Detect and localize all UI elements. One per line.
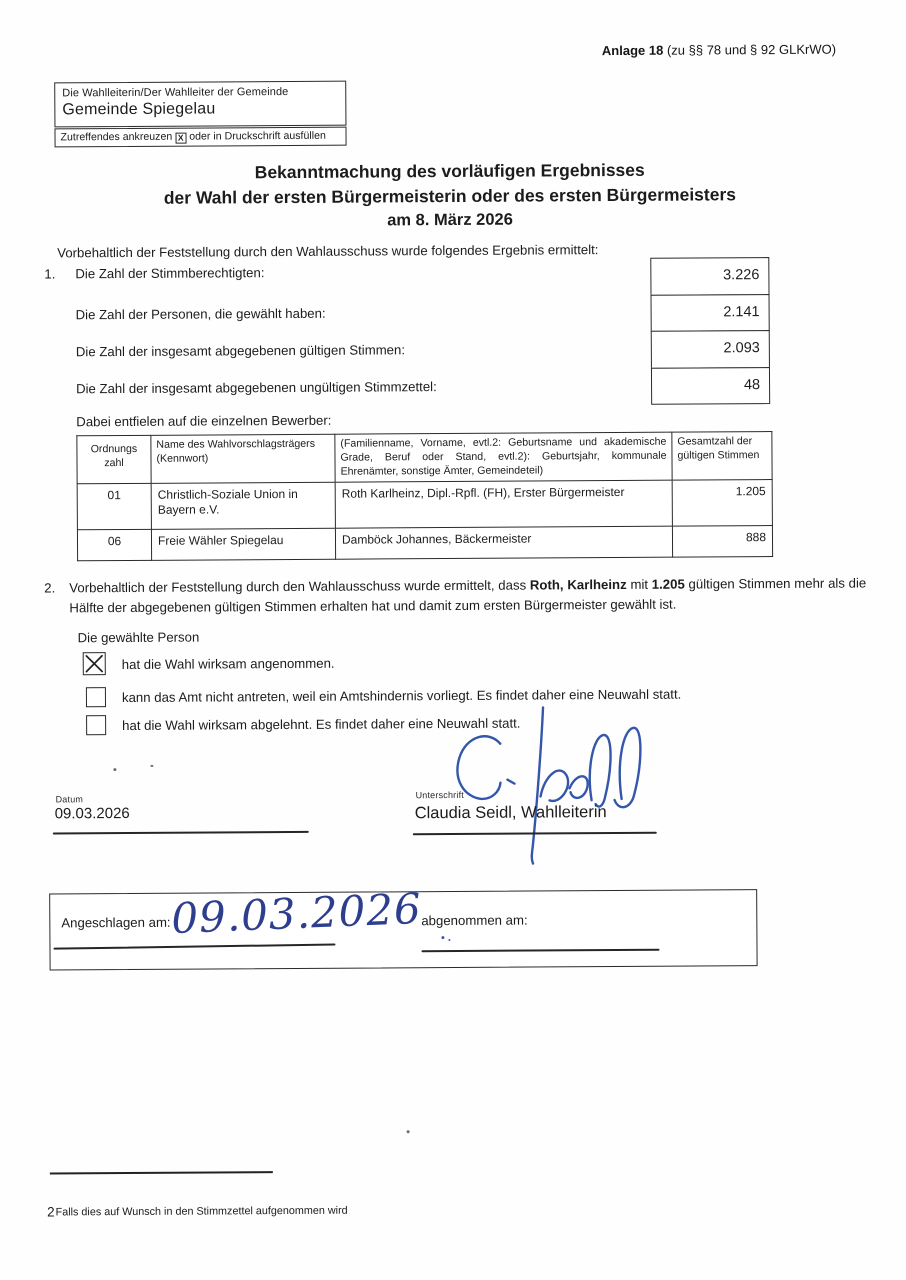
ink-speck <box>448 939 450 941</box>
section-2-number: 2. <box>44 580 56 596</box>
section-2-paragraph <box>44 573 866 618</box>
checkbox-label-accepted: hat die Wahl wirksam angenommen. <box>121 655 335 673</box>
signature-scribble <box>428 695 664 868</box>
signature-label: Unterschrift <box>415 789 465 801</box>
results-table <box>76 431 773 562</box>
issuer-role-label: Die Wahlleiterin/Der Wahlleiter der Gemeinde <box>62 85 289 100</box>
municipality-name: Gemeinde Spiegelau <box>62 100 216 119</box>
intro-text: Vorbehaltlich der Feststellung durch den Wahlausschuss wurde folgendes Ergebnis ermittelt: <box>57 242 599 261</box>
ink-speck <box>441 936 444 939</box>
footnote-text: Falls dies auf Wunsch in den Stimmzettel aufgenommen wird <box>55 1204 348 1219</box>
instruction-strip <box>54 127 346 148</box>
date-underline <box>53 831 309 835</box>
annex-reference <box>602 42 836 58</box>
document-title <box>0 158 903 233</box>
checkbox-accepted-checked <box>83 652 106 675</box>
instruction-suffix: oder in Druckschrift ausfüllen <box>189 129 326 143</box>
result-text-part-2: mit <box>626 576 652 592</box>
footnote-rule <box>50 1171 273 1175</box>
section-1-number: 1. <box>44 266 56 282</box>
cell-stimmen: 1.205 <box>672 480 772 527</box>
title-line-1: Bekanntmachung des vorläufigen Ergebnisses <box>254 159 645 183</box>
instruction-prefix: Zutreffendes ankreuzen <box>60 130 173 144</box>
checkbox-label-hindrance: kann das Amt nicht antreten, weil ein Amtshindernis vorliegt. Es findet daher eine Neuwahl statt. <box>121 686 682 706</box>
date-value: 09.03.2026 <box>54 804 130 823</box>
checkbox-x-icon <box>84 653 105 674</box>
stat-value: 3.226 <box>723 267 760 284</box>
header-wahlvorschlagstraeger: Name des Wahlvorschlagsträgers (Kennwort) <box>151 434 335 483</box>
stat-label-invalid-ballots: Die Zahl der insgesamt abgegebenen ungültigen Stimmzettel: <box>76 379 437 397</box>
scan-speck <box>407 1130 410 1133</box>
chosen-person-heading: Die gewählte Person <box>77 629 200 646</box>
cell-traeger: Christlich-Soziale Union in Bayern e.V. <box>151 483 335 530</box>
checkbox-hindrance-unchecked <box>86 687 106 707</box>
stat-label-voters: Die Zahl der Personen, die gewählt haben: <box>75 305 326 323</box>
scan-speck <box>150 765 153 767</box>
posted-label: Angeschlagen am: <box>61 914 171 931</box>
table-intro: Dabei entfielen auf die einzelnen Bewerber: <box>76 412 332 430</box>
stat-value: 48 <box>743 376 761 393</box>
stat-value-box-invalid-ballots <box>651 367 770 405</box>
checkbox-label-declined: hat die Wahl wirksam abgelehnt. Es findet daher eine Neuwahl statt. <box>122 715 521 734</box>
stat-value-box-eligible-voters <box>650 257 769 295</box>
header-ordnungszahl: Ordnungs zahl <box>77 435 151 484</box>
stat-value: 2.141 <box>723 303 760 320</box>
checkbox-declined-unchecked <box>86 715 106 735</box>
date-label: Datum <box>55 794 84 805</box>
scan-speck <box>113 768 116 771</box>
annex-law-reference: (zu §§ 78 und § 92 GLKrWO) <box>663 41 837 58</box>
cell-stimmen: 888 <box>672 526 772 558</box>
cell-bewerber: Roth Karlheinz, Dipl.-Rpfl. (FH), Erster Bürgermeister <box>335 480 672 528</box>
header-gesamtzahl-stimmen: Gesamtzahl der gültigen Stimmen <box>672 432 772 481</box>
stat-label-valid-votes: Die Zahl der insgesamt abgegebenen gültigen Stimmen: <box>75 342 406 360</box>
issuer-box <box>54 81 346 128</box>
stat-label-eligible-voters: Die Zahl der Stimmberechtigten: <box>75 265 265 282</box>
section-2-text <box>69 573 866 617</box>
footnote <box>47 1203 348 1220</box>
cell-traeger: Freie Wähler Spiegelau <box>151 529 335 561</box>
cell-bewerber: Damböck Johannes, Bäckermeister <box>335 526 672 559</box>
signature-name: Claudia Seidl, Wahlleiterin <box>414 803 607 823</box>
title-line-2: der Wahl der ersten Bürgermeisterin oder des ersten Bürgermeisters <box>163 184 737 208</box>
annex-number: Anlage 18 <box>601 42 664 59</box>
table-row-candidate-1 <box>77 480 772 530</box>
table-row-candidate-2 <box>77 526 772 561</box>
table-header-row <box>77 432 772 485</box>
checked-checkbox-icon: X <box>175 133 186 144</box>
result-text-part-1: Vorbehaltlich der Feststellung durch den Wahlausschuss wurde ermittelt, dass <box>69 577 530 596</box>
stat-value-box-voters <box>651 294 770 332</box>
cell-ordnungszahl: 06 <box>77 530 151 561</box>
title-line-3: am 8. März 2026 <box>387 210 513 230</box>
winner-name: Roth, Karlheinz <box>529 576 627 593</box>
cell-ordnungszahl: 01 <box>77 484 151 530</box>
footnote-marker: 2 <box>47 1204 55 1220</box>
stat-value: 2.093 <box>723 340 760 357</box>
header-bewerber-details: (Familienname, Vorname, evtl.2: Geburtsname und akademische Grade, Beruf oder Stand, evtl.2): Geburtsjahr, kommunale Ehrenämter, sonstige Ämter, Gemeindeteil) <box>335 432 672 482</box>
handwritten-posted-date: 09.03.2026 <box>170 883 423 944</box>
winner-votes: 1.205 <box>651 576 685 592</box>
removed-label: abgenommen am: <box>421 912 528 929</box>
stat-value-box-valid-votes <box>651 330 770 368</box>
result-text-part-3: gültigen Stimmen mehr als die Hälfte der abgegebenen gültigen Stimmen erhalten hat und damit zum ersten Bürgermeister gewählt ist. <box>69 575 867 616</box>
